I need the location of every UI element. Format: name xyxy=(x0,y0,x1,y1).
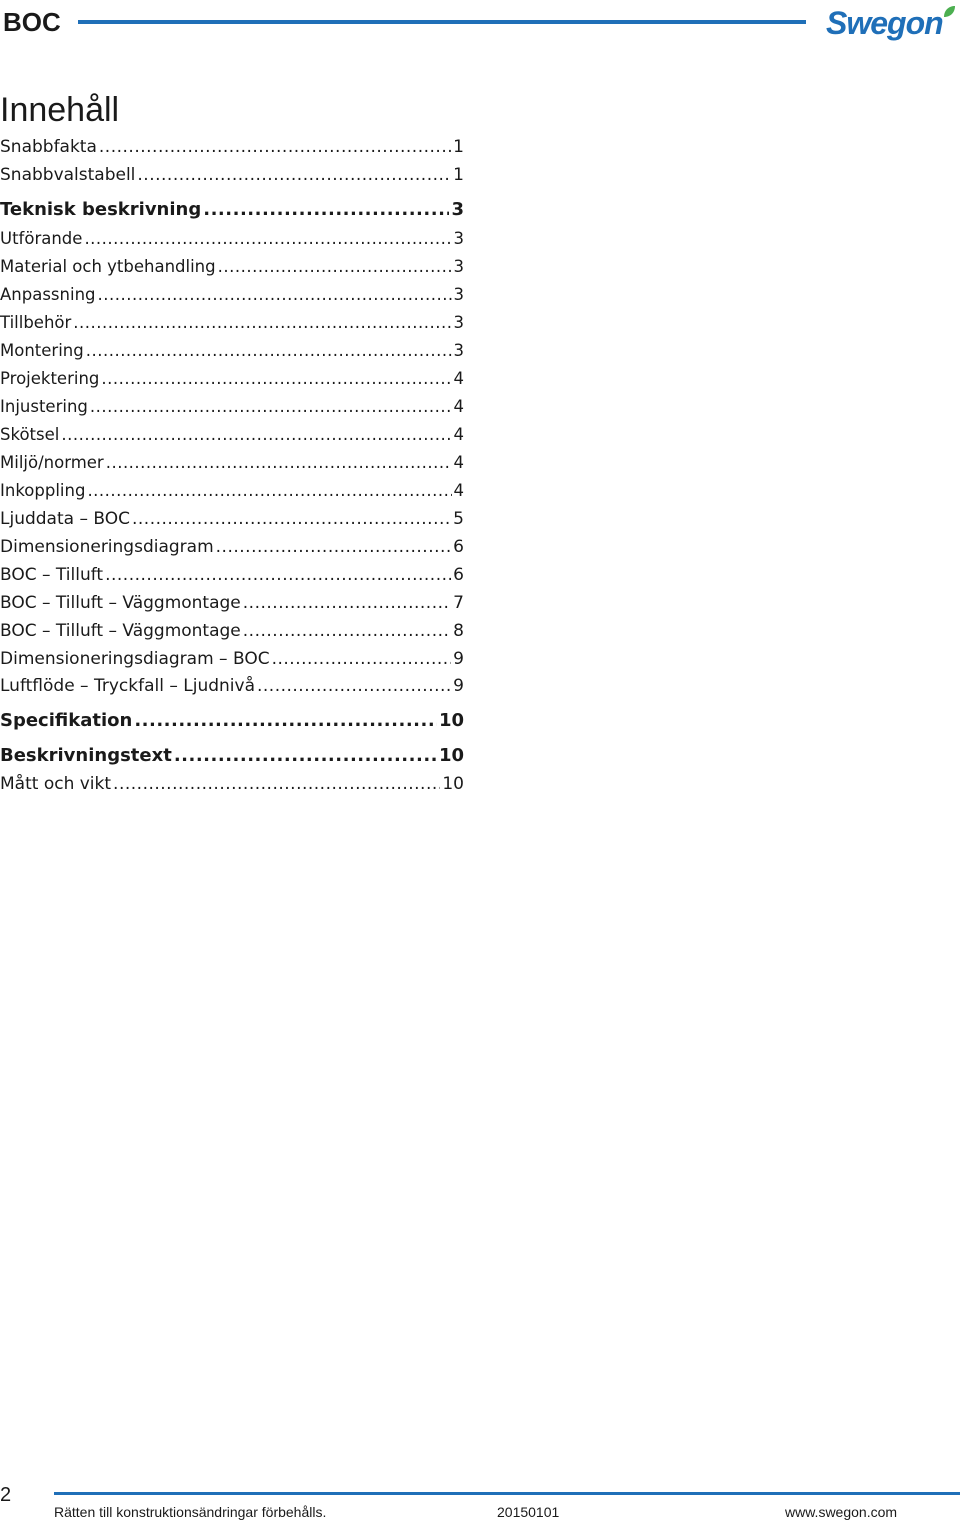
toc-entry-title: BOC – Tilluft – Väggmontage xyxy=(0,593,241,613)
toc-entry-title: Material och ytbehandling xyxy=(0,257,216,276)
toc-entry-page: 3 xyxy=(453,229,464,248)
toc-leader xyxy=(106,450,452,476)
toc-entry[interactable] xyxy=(0,254,464,280)
toc-leader xyxy=(90,394,452,420)
toc-entry[interactable] xyxy=(0,743,464,769)
toc-entry[interactable] xyxy=(0,282,464,308)
toc-entry-page: 8 xyxy=(453,621,464,641)
toc-entry-title: BOC – Tilluft xyxy=(0,565,104,585)
toc-entry[interactable] xyxy=(0,422,464,448)
toc-entry-page: 10 xyxy=(438,745,464,766)
toc-leader xyxy=(87,478,451,504)
toc-leader xyxy=(113,771,440,797)
toc-entry[interactable] xyxy=(0,708,464,734)
toc-leader xyxy=(137,162,451,188)
toc-entry[interactable] xyxy=(0,590,464,616)
toc-entry-page: 4 xyxy=(453,453,464,472)
toc-entry-title: Snabbfakta xyxy=(0,137,97,157)
toc-entry-title: BOC – Tilluft – Väggmontage xyxy=(0,621,241,641)
toc-entry-title: Injustering xyxy=(0,397,88,416)
toc-entry[interactable] xyxy=(0,673,464,699)
footer-date-code: 20150101 xyxy=(497,1504,560,1520)
toc-leader xyxy=(216,534,452,560)
toc-leader xyxy=(174,743,437,769)
toc-entry-title: Montering xyxy=(0,341,84,360)
toc-entry-title: Beskrivningstext xyxy=(0,745,172,766)
toc-leader xyxy=(105,562,451,588)
toc-entry[interactable] xyxy=(0,478,464,504)
toc-entry-title: Anpassning xyxy=(0,285,96,304)
toc-entry[interactable] xyxy=(0,771,464,797)
toc-leader xyxy=(243,618,451,644)
footer-website-link[interactable]: www.swegon.com xyxy=(785,1504,898,1520)
toc-entry[interactable] xyxy=(0,618,464,644)
toc-entry-title: Inkoppling xyxy=(0,481,86,500)
toc-entry-title: Miljö/normer xyxy=(0,453,104,472)
toc-entry-page: 1 xyxy=(453,137,464,157)
toc-leader xyxy=(218,254,452,280)
toc-entry-page: 6 xyxy=(453,565,464,585)
toc-entry-page: 4 xyxy=(453,481,464,500)
toc-leader xyxy=(243,590,451,616)
toc-entry-title: Specifikation xyxy=(0,710,133,731)
toc-entry[interactable] xyxy=(0,162,464,188)
toc-entry-page: 9 xyxy=(453,649,464,669)
toc-entry[interactable] xyxy=(0,366,464,392)
toc-entry-page: 3 xyxy=(451,199,464,220)
toc-leader xyxy=(257,673,451,699)
toc-entry[interactable] xyxy=(0,310,464,336)
footer-disclaimer: Rätten till konstruktionsändringar förbehålls. xyxy=(54,1504,327,1520)
toc-leader xyxy=(272,646,452,672)
toc-heading: Innehåll xyxy=(0,91,120,129)
toc-leader xyxy=(203,197,449,223)
leaf-icon xyxy=(942,5,956,19)
toc-entry[interactable] xyxy=(0,534,464,560)
toc-entry-title: Teknisk beskrivning xyxy=(0,199,202,220)
page-header xyxy=(0,0,960,48)
toc-entry-page: 10 xyxy=(438,710,464,731)
toc-entry-title: Mått och vikt xyxy=(0,774,112,794)
toc-entry-page: 3 xyxy=(453,341,464,360)
toc-entry-page: 7 xyxy=(453,593,464,613)
toc-entry-page: 1 xyxy=(453,165,464,185)
toc-entry-title: Ljuddata – BOC xyxy=(0,509,130,529)
toc-entry-page: 4 xyxy=(453,369,464,388)
toc-entry[interactable] xyxy=(0,450,464,476)
toc-leader xyxy=(132,506,451,532)
page-footer xyxy=(0,1476,960,1523)
document-title: BOC xyxy=(3,7,61,37)
toc-leader xyxy=(134,708,437,734)
toc-entry-page: 4 xyxy=(453,425,464,444)
toc-entry-title: Projektering xyxy=(0,369,100,388)
toc-leader xyxy=(61,422,451,448)
toc-entry-page: 3 xyxy=(453,313,464,332)
toc-leader xyxy=(99,134,451,160)
toc-entry[interactable] xyxy=(0,197,464,223)
toc-entry[interactable] xyxy=(0,394,464,420)
toc-entry-page: 3 xyxy=(453,285,464,304)
page-number: 2 xyxy=(0,1484,12,1506)
toc-entry-page: 10 xyxy=(442,774,464,794)
toc-entry-page: 9 xyxy=(453,676,464,696)
toc-entry-page: 4 xyxy=(453,397,464,416)
toc-entry[interactable] xyxy=(0,134,464,160)
toc-leader xyxy=(86,338,452,364)
toc-entry-title: Utförande xyxy=(0,229,83,248)
toc-entry-title: Luftflöde – Tryckfall – Ljudnivå xyxy=(0,676,255,696)
toc-entry-title: Dimensioneringsdiagram – BOC xyxy=(0,649,270,669)
toc-leader xyxy=(73,310,451,336)
toc-entry-page: 6 xyxy=(453,537,464,557)
toc-entry-page: 3 xyxy=(453,257,464,276)
toc-leader xyxy=(101,366,451,392)
toc-entry-title: Snabbvalstabell xyxy=(0,165,136,185)
toc-entry-title: Tillbehör xyxy=(0,313,72,332)
swegon-logo xyxy=(822,3,958,43)
toc-entry-title: Skötsel xyxy=(0,425,60,444)
toc-entry-page: 5 xyxy=(453,509,464,529)
logo-wordmark: Swegon xyxy=(826,5,943,41)
toc-entry[interactable] xyxy=(0,506,464,532)
toc-entry[interactable] xyxy=(0,226,464,252)
header-rule xyxy=(78,20,806,24)
toc-leader xyxy=(84,226,451,252)
toc-entry-title: Dimensioneringsdiagram xyxy=(0,537,214,557)
toc-leader xyxy=(98,282,452,308)
toc-entry[interactable] xyxy=(0,646,464,672)
toc-entry[interactable] xyxy=(0,338,464,364)
footer-rule xyxy=(54,1492,960,1495)
toc-entry[interactable] xyxy=(0,562,464,588)
